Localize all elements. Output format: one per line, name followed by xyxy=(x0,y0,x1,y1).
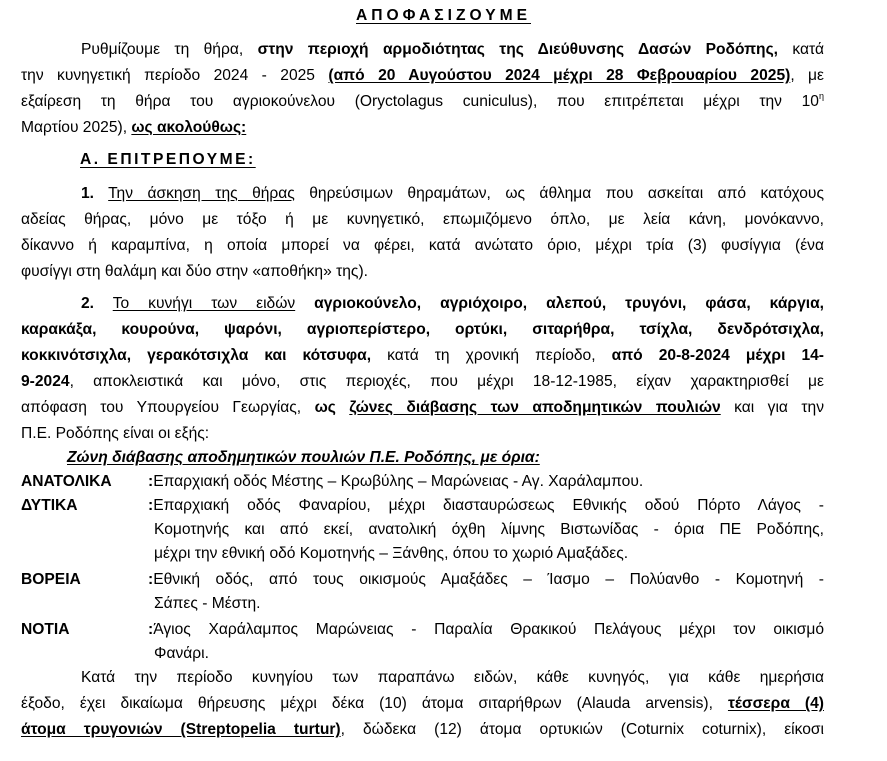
zone-east-line-1 xyxy=(148,472,643,492)
item1-line-2: αδείας θήρας, μόνο με τόξο ή με κυνηγετικό, επωμιζόμενο όπλο, με λεία κάνη, μονόκαννο, xyxy=(21,211,824,228)
intro-text: την κυνηγετική περίοδο 2024 - 2025 xyxy=(21,67,329,84)
item2-migration-zones: ζώνες διάβασης των αποδημητικών πουλιών xyxy=(349,399,721,416)
intro-line-1 xyxy=(21,40,824,60)
intro-text: , με xyxy=(790,67,824,84)
intro-line-3 xyxy=(21,92,824,112)
item2-line-4 xyxy=(21,372,824,392)
closing-line-1: Κατά την περίοδο κυνηγίου των παραπάνω ειδών, κάθε κυνηγός, για κάθε ημερήσια xyxy=(81,669,824,686)
item1-text: θηρεύσιμων θηραμάτων, ως άθλημα που ασκείται από κατόχους xyxy=(294,185,824,202)
item2-dates: από 20-8-2024 μέχρι 14- xyxy=(611,347,824,364)
intro-text: Ρυθμίζουμε τη θήρα, xyxy=(81,41,258,58)
section-a-heading: Α. ΕΠΙΤΡΕΠΟΥΜΕ: xyxy=(80,151,256,168)
intro-as-follows: ως ακολούθως: xyxy=(131,119,247,136)
zone-north-line-2: Σάπες - Μέστη. xyxy=(154,595,261,612)
closing-turtle-dove-species: άτομα τρυγονιών (Streptopelia turtur) xyxy=(21,721,341,738)
document-title: ΑΠΟΦΑΣΙΖΟΥΜΕ xyxy=(356,7,531,24)
item2-species: αγριοκούνελο, αγριόχοιρο, αλεπού, τρυγόνι, φάσα, κάργια, xyxy=(295,295,824,312)
closing-line-3 xyxy=(21,720,824,740)
intro-text: κατά xyxy=(778,41,824,58)
closing-line-2 xyxy=(21,694,824,714)
item2-dates: 9-2024 xyxy=(21,373,70,390)
zone-north-line-1 xyxy=(148,570,824,590)
superscript: η xyxy=(818,91,824,101)
item1-line-1 xyxy=(21,184,824,204)
item2-line-6: Π.Ε. Ροδόπης είναι οι εξής: xyxy=(21,425,210,442)
zone-west-line-3: μέχρι την εθνική οδό Κομοτηνής – Ξάνθης, όπου το χωριό Αμαξάδες. xyxy=(154,545,629,562)
closing-turtle-dove-limit: τέσσερα (4) xyxy=(727,695,824,712)
zone-south-line-1 xyxy=(148,620,824,640)
item2-line-3 xyxy=(21,346,824,366)
item1-line-3: δίκαννο ή καραμπίνα, η οποία μπορεί να φέρει, κατά ανώτατο όριο, μέχρι τρία (3) φυσίγγια (ένα xyxy=(21,237,824,254)
item2-text: απόφαση του Υπουργείου Γεωργίας, xyxy=(21,399,315,416)
zone-label-north: ΒΟΡΕΙΑ xyxy=(21,571,81,588)
intro-text: εξαίρεση τη θήρα του αγριοκούνελου (Oryctolagus cuniculus), που επιτρέπεται μέχρι την 10 xyxy=(21,93,819,110)
item2-line-5 xyxy=(21,398,824,418)
zone-west-text: Επαρχιακή οδός Φαναρίου, μέχρι διασταυρώσεως Εθνικής οδού Πόρτο Λάγος - xyxy=(153,497,824,514)
intro-line-2 xyxy=(21,66,824,86)
zone-south-line-2: Φανάρι. xyxy=(154,645,209,662)
zone-label-west: ΔΥΤΙΚΑ xyxy=(21,497,78,514)
item2-line-1 xyxy=(21,294,824,314)
item2-text: κατά τη χρονική περίοδο, xyxy=(371,347,612,364)
zone-heading: Ζώνη διάβασης αποδημητικών πουλιών Π.Ε. Ροδόπης, με όρια: xyxy=(67,449,540,466)
zone-label-east: ΑΝΑΤΟΛΙΚΑ xyxy=(21,473,112,490)
zone-east-text: Επαρχιακή οδός Μέστης – Κρωβύλης – Μαρώνειας - Αγ. Χαράλαμπου. xyxy=(153,473,644,490)
colon: : xyxy=(148,473,154,490)
zone-south-text: Άγιος Χαράλαμπος Μαρώνειας - Παραλία Θρακικού Πελάγους μέχρι τον οικισμό xyxy=(153,621,824,638)
colon: : xyxy=(148,621,154,638)
zone-west-line-1 xyxy=(148,496,824,516)
item2-text-bold: ως xyxy=(314,399,350,416)
item2-line-2: καρακάξα, κουρούνα, ψαρόνι, αγριοπερίστερο, ορτύκι, σιταρήθρα, τσίχλα, δενδρότσιχλα, xyxy=(21,321,824,338)
closing-text: , δώδεκα (12) άτομα ορτυκιών (Coturnix coturnix), είκοσι xyxy=(340,721,824,738)
item1-underlined: Την άσκηση της θήρας xyxy=(108,185,295,202)
intro-period-dates: (από 20 Αυγούστου 2024 μέχρι 28 Φεβρουαρίου 2025) xyxy=(328,67,791,84)
intro-bold-area: στην περιοχή αρμοδιότητας της Διεύθυνσης Δασών Ροδόπης, xyxy=(257,41,779,58)
item2-underlined: Το κυνήγι των ειδών xyxy=(112,295,296,312)
intro-line-4 xyxy=(21,118,246,138)
colon: : xyxy=(148,571,154,588)
zone-west-line-2: Κομοτηνής και από εκεί, ανατολική όχθη λίμνης Βιστωνίδας - όρια ΠΕ Ροδόπης, xyxy=(154,521,824,538)
item2-text: , αποκλειστικά και μόνο, στις περιοχές, που μέχρι 18-12-1985, είχαν χαρακτηρισθεί με xyxy=(69,373,824,390)
item1-line-4: φυσίγγι στη θαλάμη και δύο στην «αποθήκη» της). xyxy=(21,263,368,280)
item-number: 2. xyxy=(81,295,95,312)
zone-north-text: Εθνική οδός, από τους οικισμούς Αμαξάδες – Ίασμο – Πολύανθο - Κομοτηνή - xyxy=(153,571,824,588)
item2-text: και για την xyxy=(720,399,824,416)
closing-text: έξοδο, έχει δικαίωμα θήρευσης μέχρι δέκα (10) άτομα σιταρήθρων (Alauda arvensis), xyxy=(21,695,728,712)
item2-species: κοκκινότσιχλα, γερακότσιχλα και κότσυφα, xyxy=(21,347,372,364)
intro-text: Μαρτίου 2025), xyxy=(21,119,132,136)
item-number: 1. xyxy=(81,185,95,202)
zone-label-south: ΝΟΤΙΑ xyxy=(21,621,70,638)
colon: : xyxy=(148,497,154,514)
